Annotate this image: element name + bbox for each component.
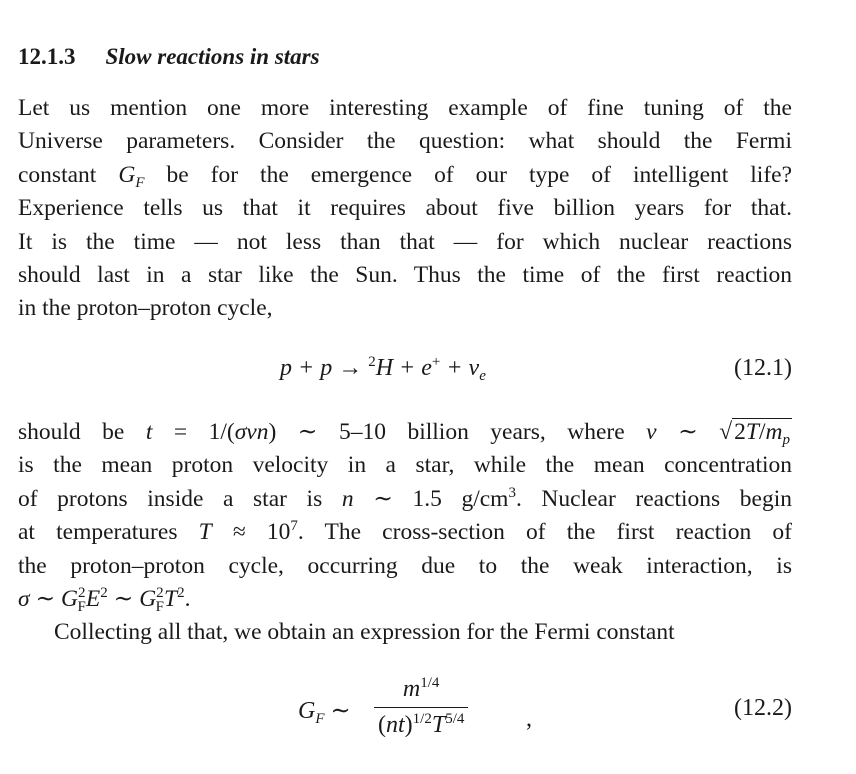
text-line: of protons inside a star is n ∼ 1.5 $g/cm^3$. Nuclear reactions begin (18, 484, 793, 512)
text-line: the proton–proton cycle, occurring due to the weak interaction, is (18, 552, 792, 579)
text-line: should be t = 1/(σvn) ∼ 5–10 billion years, where v ∼ $√2T/m_p$ (18, 419, 790, 449)
text-line: in the proton–proton cycle, (18, 295, 273, 322)
equation-lhs: $G_F$ ∼ (298, 698, 351, 728)
text-line: at temperatures $T \approx 10^7$. The cross-section of the first reaction of (18, 517, 792, 546)
text-line: σ ∼ $G^2_FE^2$ ∼ $G^2_FT^2$. (18, 584, 191, 616)
section-title: Slow reactions in stars (105, 44, 320, 69)
equation-number: (12.2) (734, 695, 792, 721)
text-line: Let us mention one more interesting example of fine tuning of the (18, 95, 792, 121)
text-line: Universe parameters. Consider the question: what should the Fermi (18, 128, 792, 155)
equation-fraction: $\frac{m^{1/4}}{(nt)^{1/2}T^{5/4}}$ (374, 676, 468, 739)
section-number: 12.1.3 (18, 44, 76, 69)
equation-12-1 (18, 355, 792, 395)
paragraph-rates (18, 416, 792, 616)
text-line: Collecting all that, we obtain an expression for the Fermi constant (54, 619, 675, 645)
text-line: should last in a star like the Sun. Thus the time of the first reaction (18, 262, 792, 289)
text-line: Experience tells us that it requires about five billion years for that. (18, 195, 792, 222)
text-line: It is the time — not less than that — for which nuclear reactions (18, 228, 792, 255)
equation-body: $p + p \to ^2H + e^+ + \nu_e$ (280, 353, 486, 385)
paragraph-intro (18, 92, 792, 326)
text-line: constant $G_F$ be for the emergence of our type of intelligent life? (18, 161, 793, 192)
equation-number: (12.1) (734, 355, 792, 381)
text-line: is the mean proton velocity in a star, while the mean concentration (18, 452, 792, 479)
equation-12-2: $G_F$ ∼ $\frac{m^{1/4}}{(nt)^{1/2}T^{5/4}}$ , (12.2) (298, 674, 792, 738)
section-heading (18, 42, 320, 72)
paragraph-collect (18, 616, 792, 649)
